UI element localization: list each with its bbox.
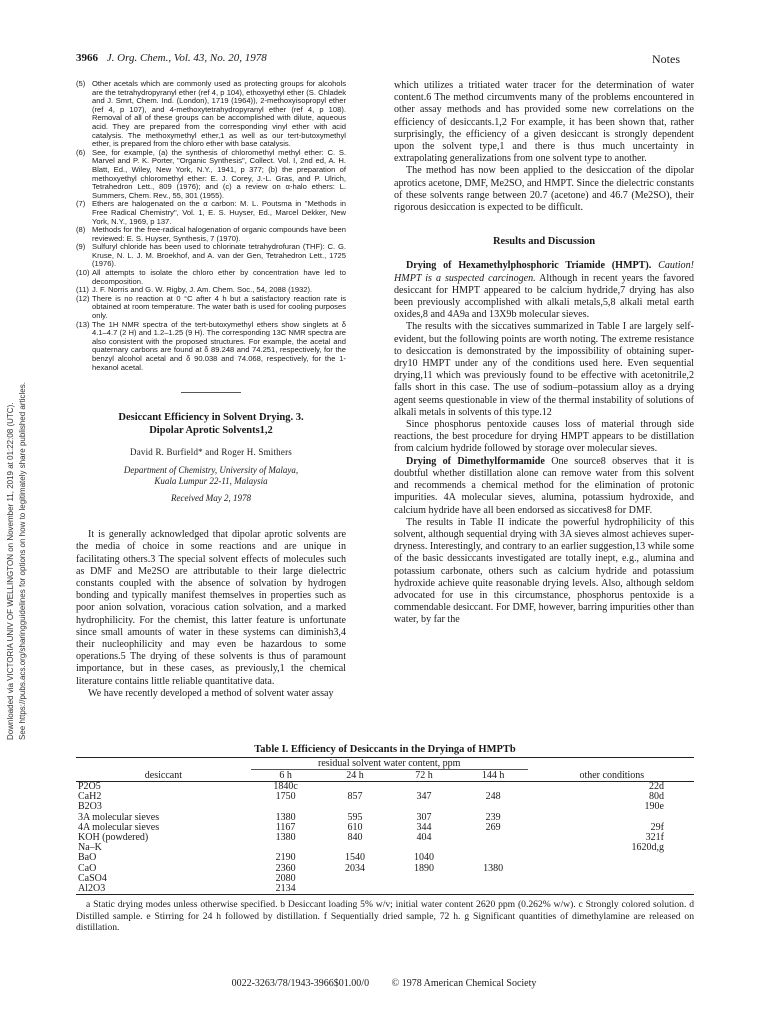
table-row: [76, 792, 694, 802]
footnote-number: (10): [76, 268, 90, 278]
cell-h6: 1380: [275, 811, 296, 823]
right-column: [394, 80, 694, 627]
cell-h6: 1840c: [273, 781, 298, 792]
cell-desiccant: 3A molecular sieves: [78, 811, 160, 823]
paragraph: The results with the siccatives summarized in Table I are largely self-evident, but the following points are worth noting. The extreme resistance to desiccation is demonstrated by the impossibility of obtaining super-dry10 HMPT under any of the conditions used here. Even sequential drying,11 which was previously found to be effective with acetonitrile,2 falls short in this case. The use of sodium–potassium alloy as a drying agent seems questionable in view of the thermal instability of solutions of alkali metals in solvents of this type.12: [394, 321, 694, 418]
affiliation-line-1: Department of Chemistry, University of Malaya,: [123, 465, 299, 476]
cell-h72: 307: [416, 811, 432, 823]
footnote-text: J. F. Norris and G. W. Rigby, J. Am. Chem. Soc., 54, 2088 (1932).: [92, 285, 313, 295]
intro-body: [76, 529, 346, 700]
paragraph: which utilizes a tritiated water tracer for the determination of water content.6 The method circumvents many of the problems encountered in other assay methods and has provided some new correlations on the efficiency of desiccants.1,2 For example, it has been shown that, rather surprisingly, the efficiency of a given desiccant is strongly dependent upon the solvent type,1 and there is thus much uncertainty in extrapolating generalizations from one solvent type to another.: [394, 80, 694, 165]
cell-h24: 857: [347, 791, 363, 803]
cell-h6: 2190: [275, 852, 296, 864]
hmpt-heading: Drying of Hexamethylphosphoric Triamide (HMPT).: [406, 260, 652, 272]
page-footer: [0, 978, 768, 989]
table-1: [76, 744, 694, 934]
affiliation: [76, 465, 346, 487]
download-watermark: [2, 320, 38, 740]
table-row: [76, 864, 694, 874]
col-group-water: residual solvent water content, ppm: [251, 758, 528, 770]
col-24h: 24 h: [320, 770, 389, 782]
cell-h6: 2134: [275, 883, 296, 895]
table-title: Table I. Efficiency of Desiccants in the Dryinga of HMPTb: [254, 744, 516, 755]
table-row: [76, 843, 694, 853]
col-72h: 72 h: [390, 770, 459, 782]
affiliation-line-2: Kuala Lumpur 22-11, Malaysia: [154, 476, 268, 487]
paragraph: It is generally acknowledged that dipolar aprotic solvents are the media of choice in some reactions and are unique in facilitating others.3 The special solvent effects of molecules such as DMF and Me2SO are attributable to their large dielectric constants coupled with the absence of solvation by hydrogen bonding and typically manifest themselves in properties such as poor anion solvation, voracious cation solvation, and a marked hydrophilicity. For the chemist, this latter feature is unfortunate since small amounts of water in these systems can diminish3,4 their nucleophilicity and may even be hazardous to some operations.5 The drying of these solvents is thus of paramount importance, but in these cases, as previously,1 the chemical literature contains little reliable quantitative data.: [76, 529, 346, 687]
hmpt-text: Although in recent years the favored desiccant for HMPT appeared to be calcium hydride,7 drying has also been previously accomplished with alkali metals,5,8 alkali metal earth oxides,8 and 4A9a and 13X9b molecular sieves.: [394, 272, 695, 321]
footnote-number: (7): [76, 199, 86, 209]
footnote-number: (12): [76, 293, 90, 303]
cell-h144: [459, 843, 528, 853]
page-number: 3966: [76, 52, 98, 64]
cell-desiccant: KOH (powdered): [78, 832, 149, 844]
dmf-paragraph: [394, 456, 694, 517]
footnote-number: (8): [76, 225, 86, 235]
paragraph: The results in Table II indicate the powerful hydrophilicity of this solvent, although sequential drying with 3A sieves almost achieves super-dryness. Interestingly, and contrary to an earlier suggestion,13 while some of the basic dessiccants investigated are totally inept, e.g., alumina and potassium carbonate, others such as calcium hydride and potassium hydroxide achieve quite reasonable drying levels. Also, although seldom advocated for use in this circumstance, phosphorus pentoxide is a commendable desiccant. For DMF, however, barring impurities other than water, by far the: [394, 516, 694, 626]
table-row: [76, 802, 694, 812]
copyright: © 1978 American Chemical Society: [391, 978, 537, 989]
cell-other: [528, 853, 694, 863]
footnote: [76, 295, 346, 321]
article-code: 0022-3263/78/1943-3966$01.00/0: [231, 978, 370, 989]
cell-h24: 595: [347, 811, 363, 823]
cell-h24: 610: [347, 821, 363, 833]
desiccant-table: [76, 757, 694, 895]
cell-h24: 2034: [344, 862, 365, 874]
cell-desiccant: CaO: [78, 862, 97, 874]
hmpt-paragraph: [394, 260, 694, 321]
cell-h72: 1890: [414, 862, 435, 874]
footnote-text: Methods for the free-radical halogenation of organic compounds have been reviewed: E. S. Huyser, Synthesis, 7 (1970).: [92, 225, 346, 243]
cell-h144: 1380: [483, 862, 504, 874]
footnote-text: Ethers are halogenated on the α carbon: M. L. Poutsma in "Methods in Free Radical Chemistry", Vol. 1, E. S. Huyser, Ed., Marcel Dekker, New York, N.Y., 1969, p 137.: [92, 199, 346, 226]
table-notes: a Static drying modes unless otherwise specified. b Desiccant loading 5% w/v; initial water content 2620 ppm (0.262% w/w). c Strongly colored solution. d Distilled sample. e Stirring for 24 h followed by distillation. f Sequentially dried sample, 72 h. g Significant quantities of dimethylamine are released on distillation.: [76, 899, 694, 934]
footnote-text: There is no reaction at 0 °C after 4 h but a satisfactory reaction rate is obtained at room temperature. The water bath is used for cooling purposes only.: [92, 293, 346, 321]
title-line-1: Desiccant Efficiency in Solvent Drying. 3.: [118, 412, 304, 424]
dmf-heading: Drying of Dimethylformamide: [406, 455, 545, 467]
cell-h24: [320, 874, 389, 884]
cell-h6: 1380: [275, 832, 296, 844]
title-line-2: Dipolar Aprotic Solvents1,2: [149, 425, 273, 437]
footnote: [76, 321, 346, 373]
table-row: [76, 823, 694, 833]
table-row: [76, 782, 694, 793]
cell-desiccant: 4A molecular sieves: [78, 821, 160, 833]
cell-other: 321f: [645, 832, 664, 844]
cell-desiccant: Al2O3: [78, 883, 106, 895]
cell-h144: [459, 833, 528, 843]
footnote: [76, 149, 346, 201]
left-column: [76, 80, 346, 700]
col-144h: 144 h: [459, 770, 528, 782]
cell-h72: [390, 884, 459, 895]
cell-desiccant: CaSO4: [78, 872, 107, 884]
footnote-text: See, for example, (a) the synthesis of chloromethyl methyl ether: C. S. Marvel and P. K. Porter, "Organic Synthesis", Collect. Vol. I, 2nd ed, A. H. Blatt, Ed., Wiley, New York, N.Y., 1941, p 377; (b) the preparation of methoxyethyl chloromethyl ether: E. J. Corey, J.-L. Gras, and P. Ulrich, Tetrahedron Lett., 809 (1976); and (c) a review on α-halo ethers: L. Summers, Chem. Rev., 55, 301 (1955).: [92, 147, 346, 200]
table-row: [76, 874, 694, 884]
journal-citation: [76, 52, 267, 64]
footnote: [76, 243, 346, 269]
cell-desiccant: B2O3: [78, 801, 102, 813]
table-row: [76, 813, 694, 823]
section-label: Notes: [652, 52, 680, 66]
watermark-line-1: Downloaded via VICTORIA UNIV OF WELLINGTON on November 11, 2019 at 01:22:08 (UTC).: [6, 402, 15, 740]
footnote-number: (13): [76, 319, 90, 329]
cell-other: [528, 884, 694, 895]
footnote-number: (11): [76, 285, 89, 295]
footnote: [76, 269, 346, 286]
cell-h72: 344: [416, 821, 432, 833]
journal-name: J. Org. Chem., Vol. 43, No. 20, 1978: [106, 52, 267, 64]
cell-h144: [459, 884, 528, 895]
footnote: [76, 80, 346, 149]
cell-h24: 1540: [344, 852, 365, 864]
paragraph: We have recently developed a method of solvent water assay: [88, 687, 334, 699]
col-other: other conditions: [528, 758, 694, 782]
watermark-line-2: See https://pubs.acs.org/sharingguidelines for options on how to legitimately share published articles.: [18, 382, 27, 740]
footnote-list: [76, 80, 346, 372]
footnote-number: (6): [76, 147, 86, 157]
cell-other: 190e: [644, 801, 664, 813]
cell-h72: [390, 874, 459, 884]
table-body: [76, 782, 694, 895]
footnote-number: (9): [76, 242, 86, 252]
cell-desiccant: BaO: [78, 852, 97, 864]
footnote-number: (5): [76, 79, 86, 88]
cell-h6: 1750: [275, 791, 296, 803]
cell-h6: 2080: [275, 872, 296, 884]
dmf-text: One source8 observes that it is doubtful whether distillation alone can remove water from this solvent and recommends a chemical method for the elimination of protonic impurities. 4A molecular sieves, alumina, potassium hydroxide, and calcium hydride have all been endorsed as siccatives8 for DMF.: [394, 455, 694, 516]
cell-other: 80d: [649, 791, 664, 803]
footnote-text: Other acetals which are commonly used as protecting groups for alcohols are the tetrahydropyranyl ether (ref 4, p 104), ethoxyethyl ether (S. Chladek and J. Smrt, Chem. Ind. (London), 1719 (1964)), 2-methoxyisopropyl ether (ref 4, p 107), and 4-methoxytetrahydropyranyl ether (ref 4, p 108). Removal of all of these groups can be accomplished with dilute, aqueous acid. They are prepared from the corresponding vinyl ether with acid catalysis. The methoxymethyl ether,1 as well as our tert-butoxymethyl ether, is prepared from the chloro ether with base catalysis.: [92, 79, 346, 149]
cell-h144: 248: [485, 791, 501, 803]
paragraph: The method has now been applied to the desiccation of the dipolar aprotics acetone, DMF, Me2SO, and HMPT. Since the dielectric constants of these solvents range between 20.7 (acetone) and 46.7 (Me2SO), their rigorous desiccation is expected to be difficult.: [394, 165, 694, 214]
cell-h144: 269: [485, 821, 501, 833]
cell-other: [528, 874, 694, 884]
footnote-text: Sulfuryl chloride has been used to chlorinate tetrahydrofuran (THF): C. G. Kruse, N. L. J. M. Broekhof, and A. van der Gen, Tetrahedron Lett., 1725 (1976).: [92, 242, 346, 269]
footnote-text: The 1H NMR spectra of the tert-butoxymethyl ethers show singlets at δ 4.1–4.7 (2 H) and 1.2–1.25 (9 H). The corresponding 13C NMR spectra are also consistent with the proposed structures. For example, the acetal and quaternary carbons are found at δ 89.248 and 74.251, respectively, for the benzyl alcohol acetal and δ 90.038 and 74.068, respectively, for the 1-hexanol acetal.: [92, 319, 346, 372]
col-desiccant: desiccant: [76, 758, 251, 782]
cell-h24: 840: [347, 832, 363, 844]
cell-desiccant: P2O5: [78, 781, 101, 792]
cell-desiccant: Na–K: [78, 842, 102, 854]
footnote: [76, 226, 346, 243]
cell-h24: [320, 884, 389, 895]
section-heading: Results and Discussion: [492, 236, 596, 248]
cell-h144: 239: [485, 811, 501, 823]
table-row: [76, 833, 694, 843]
footnote-text: All attempts to isolate the chloro ether by concentration have led to decomposition.: [92, 268, 346, 286]
authors: David R. Burfield* and Roger H. Smithers: [130, 447, 292, 458]
divider: [181, 392, 241, 393]
cell-h72: 1040: [414, 852, 435, 864]
paragraph: Since phosphorus pentoxide causes loss of material through side reactions, the best procedure for drying HMPT appears to be distillation from calcium hydride followed by storage over molecular sieves.: [394, 419, 694, 455]
received-date: Received May 2, 1978: [171, 493, 251, 504]
cell-h6: 2360: [275, 862, 296, 874]
cell-other: [528, 813, 694, 823]
cell-h72: 347: [416, 791, 432, 803]
cell-other: 1620d,g: [631, 842, 664, 854]
table-row: [76, 884, 694, 895]
col-6h: 6 h: [251, 770, 321, 782]
hmpt-caution: Caution! HMPT is a suspected carcinogen.: [394, 260, 695, 284]
cell-h6: 1167: [275, 821, 296, 833]
cell-desiccant: CaH2: [78, 791, 102, 803]
cell-other: [528, 864, 694, 874]
article-title: [76, 411, 346, 437]
cell-other: 22d: [649, 781, 664, 792]
cell-h144: [459, 874, 528, 884]
cell-other: 29f: [650, 821, 664, 833]
footnote: [76, 200, 346, 226]
cell-h72: 404: [416, 832, 432, 844]
table-row: [76, 853, 694, 863]
